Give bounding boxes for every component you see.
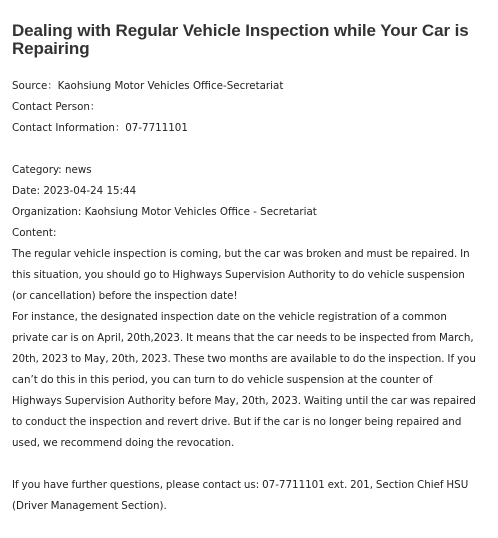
contact-paragraph: If you have further questions, please contact us: 07-7711101 ext. 201, Section Chief HSU (Driver Management Section). (12, 479, 469, 512)
article-details (12, 160, 482, 244)
body-paragraph: For instance, the designated inspection date on the vehicle registration of a common private car is on April, 20th,2023. It means that the car needs to be inspected from March, 20th, 2023 to May, 20th, 2023. These two months are available to do the inspection. If you can’t do this in this period, you can turn to do vehicle suspension at the counter of Highways Supervision Authority before May, 20th, 2023. Waiting until the car was repaired to conduct the inspection and revert drive. But if the car is no longer being repaired and used, we recommend doing the revocation. (12, 311, 476, 449)
article-body (12, 244, 482, 517)
date-line: Date: 2023-04-24 15:44 (12, 185, 137, 197)
category-line: Category: news (12, 164, 92, 176)
source-info (12, 76, 482, 139)
content-label: Content: (12, 227, 57, 239)
organization-line: Organization: Kaohsiung Motor Vehicles Office - Secretariat (12, 206, 317, 218)
article (12, 22, 482, 517)
spacer (12, 454, 482, 475)
page-title: Dealing with Regular Vehicle Inspection while Your Car is Repairing (12, 21, 469, 58)
body-paragraph: The regular vehicle inspection is coming, but the car was broken and must be repaired. In this situation, you should go to Highways Supervision Authority to do vehicle suspension (or cancellation) before the inspection date! (12, 248, 470, 302)
source-line: Source：Kaohsiung Motor Vehicles Office-Secretariat (12, 80, 284, 92)
contact-information-line: Contact Information：07-7711101 (12, 122, 188, 134)
spacer (12, 139, 482, 160)
contact-person-line: Contact Person： (12, 101, 101, 113)
